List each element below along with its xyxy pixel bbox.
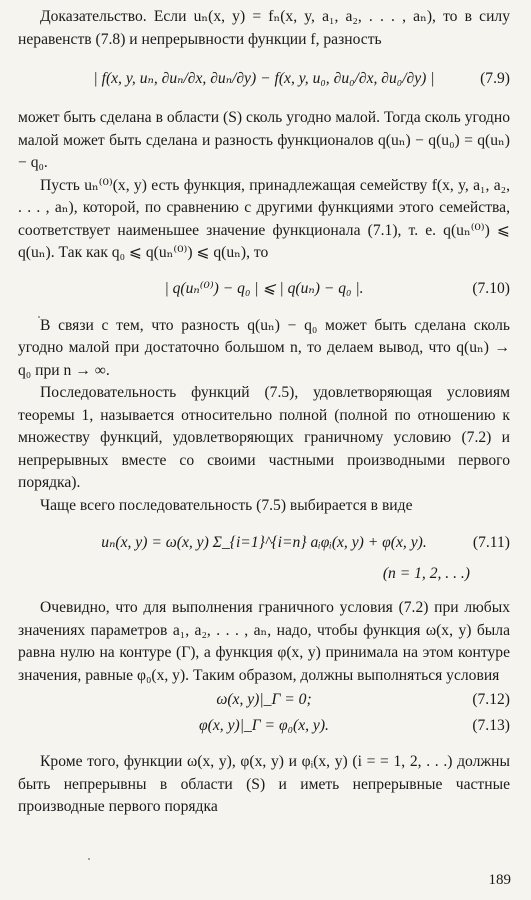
page-content bbox=[18, 6, 510, 819]
paragraph-proof: Доказательство. Если uₙ(x, y) = fₙ(x, y, a₁, a₂, . . . , aₙ), то в силу неравенств (7.8) и непрерывности функции f, разность bbox=[18, 8, 510, 48]
equation-7-11-range-text: (n = 1, 2, . . .) bbox=[382, 564, 470, 582]
paragraph-sequence: Последовательность функций (7.5), удовлетворяющая условиям теоремы 1, называется относительно полной (полной по отношению к множеству функций, удовлетворяющих граничному условию (7.2) и непрерывных вместе со своими частными производными первого порядка). bbox=[18, 384, 510, 491]
paragraph-difference: может быть сделана в области (S) сколь угодно малой. Тогда сколь угодно малой может быть сделана и разность функционалов q(uₙ) − q(u₀) = q(uₙ) − q₀. bbox=[18, 109, 510, 171]
equation-number-7-10: (7.10) bbox=[472, 280, 510, 298]
equation-7-12-body: ω(x, y)|_Γ = 0; bbox=[216, 690, 312, 708]
paragraph-boundary: Очевидно, что для выполнения граничного условия (7.2) при любых значениях параметров a₁, a₂, . . . , aₙ, надо, чтобы функция ω(x, y) была равна нулю на контуре (Γ), а функция φ(x, y) принимала на этом контуре значения, равные φ₀(x, y). Таким образом, должны выполняться условия bbox=[18, 599, 510, 684]
equation-number-7-13: (7.13) bbox=[472, 716, 510, 734]
page-number: 189 bbox=[488, 872, 511, 888]
equation-7-12 bbox=[18, 687, 510, 713]
equation-number-7-12: (7.12) bbox=[472, 690, 510, 708]
equation-7-9 bbox=[18, 57, 510, 101]
equation-7-11-range bbox=[18, 563, 510, 585]
print-speck bbox=[88, 858, 90, 860]
equation-7-9-body: | f(x, y, uₙ, ∂uₙ/∂x, ∂uₙ/∂y) − f(x, y, u₀, ∂u₀/∂x, ∂u₀/∂y) | bbox=[93, 69, 435, 87]
equation-number-7-9: (7.9) bbox=[480, 69, 510, 87]
equation-7-10 bbox=[18, 277, 510, 303]
equation-7-11-body: uₙ(x, y) = ω(x, y) Σ_{i=1}^{i=n} aᵢφᵢ(x, y) + φ(x, y). bbox=[101, 533, 427, 551]
paragraph-family: Пусть uₙ⁽⁰⁾(x, y) есть функция, принадлежащая семейству f(x, y, a₁, a₂, . . . , aₙ), которой, по сравнению с другими функциями этого семейства, соответствует наименьшее значение функционала (7.1), т. е. q(uₙ⁽⁰⁾) ⩽ q(uₙ). Так как q₀ ⩽ q(uₙ⁽⁰⁾) ⩽ q(uₙ), то bbox=[18, 176, 510, 261]
equation-number-7-11: (7.11) bbox=[472, 533, 510, 551]
paragraph-convergence: В связи с тем, что разность q(uₙ) − q₀ может быть сделана сколь угодно малой при достаточно большом n, то делаем вывод, что q(uₙ) → q₀ при n → ∞. bbox=[18, 316, 510, 379]
print-speck bbox=[38, 316, 40, 318]
equation-7-10-body: | q(uₙ⁽⁰⁾) − q₀ | ⩽ | q(uₙ) − q₀ |. bbox=[164, 280, 364, 298]
paragraph-continuity: Кроме того, функции ω(x, y), φ(x, y) и φᵢ(x, y) (i = = 1, 2, . . .) должны быть непрерывны в области (S) и иметь непрерывные частные производные первого порядка bbox=[18, 753, 510, 815]
equation-7-13 bbox=[18, 713, 510, 739]
paragraph-choice: Чаще всего последовательность (7.5) выбирается в виде bbox=[40, 496, 413, 514]
equation-7-13-body: φ(x, y)|_Γ = φ₀(x, y). bbox=[199, 716, 329, 734]
equation-7-11 bbox=[18, 523, 510, 563]
